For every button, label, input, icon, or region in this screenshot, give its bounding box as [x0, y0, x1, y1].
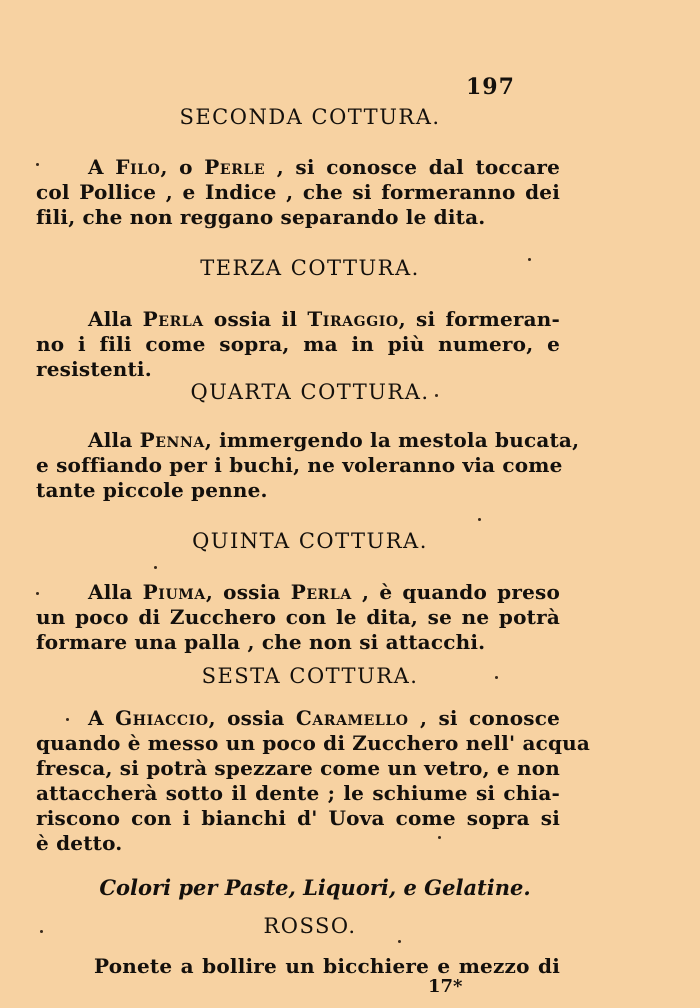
- text-line: un poco di Zucchero con le dita, se ne potrà: [36, 605, 560, 629]
- paragraph-rosso: [94, 954, 560, 979]
- page-number: 197: [466, 74, 515, 100]
- text-line: fresca, si potrà spezzare come un vetro, e non: [36, 756, 561, 780]
- paragraph-quarta-cottura: [36, 428, 580, 503]
- ink-speck: [435, 394, 438, 397]
- text-line: col Pollice , e Indice , che si formeranno dei: [36, 180, 560, 204]
- heading-quarta-cottura: QUARTA COTTURA.: [190, 380, 430, 404]
- paragraph-terza-cottura: [36, 307, 560, 382]
- text-line: no i fili come sopra, ma in più numero, e: [36, 332, 560, 356]
- ink-speck: [66, 718, 69, 721]
- text-line: A Ghiaccio, ossia Caramello , si conosce: [88, 706, 560, 730]
- text-line: tante piccole penne.: [36, 478, 268, 502]
- text-line: quando è messo un poco di Zucchero nell' acqua: [36, 731, 591, 755]
- text-line: riscono con i bianchi d' Uova come sopra si: [36, 806, 560, 830]
- heading-seconda-cottura: SECONDA COTTURA.: [179, 105, 441, 129]
- colors-subtitle: Colori per Paste, Liquori, e Gelatine.: [99, 875, 531, 900]
- ink-speck: [478, 518, 481, 521]
- text-line: e soffiando per i buchi, ne voleranno via come: [36, 453, 563, 477]
- heading-rosso: ROSSO.: [263, 914, 357, 938]
- signature-mark: 17*: [428, 976, 463, 997]
- ink-speck: [36, 163, 39, 166]
- ink-speck: [40, 930, 43, 933]
- text-line: Alla Perla ossia il Tiraggio, si formeran-: [88, 307, 561, 331]
- text-line: Ponete a bollire un bicchiere e mezzo di: [94, 954, 560, 978]
- ink-speck: [495, 676, 498, 679]
- ink-speck: [398, 940, 401, 943]
- text-line: Alla Piuma, ossia Perla , è quando preso: [88, 580, 561, 604]
- ink-speck: [438, 836, 441, 839]
- heading-quinta-cottura: QUINTA COTTURA.: [192, 529, 428, 553]
- ink-speck: [36, 592, 39, 595]
- heading-terza-cottura: TERZA COTTURA.: [200, 256, 420, 280]
- text-line: resistenti.: [36, 357, 152, 381]
- text-line: attaccherà sotto il dente ; le schiume si chia-: [36, 781, 560, 805]
- heading-sesta-cottura: SESTA COTTURA.: [201, 664, 419, 688]
- paragraph-quinta-cottura: [36, 580, 560, 655]
- paragraph-seconda-cottura: [36, 155, 560, 230]
- ink-speck: [154, 566, 157, 569]
- text-line: formare una palla , che non si attacchi.: [36, 630, 486, 654]
- text-line: è detto.: [36, 831, 123, 855]
- text-line: Alla Penna, immergendo la mestola bucata,: [88, 428, 580, 452]
- paragraph-sesta-cottura: [36, 706, 591, 856]
- ink-speck: [528, 258, 531, 261]
- text-line: A Filo, o Perle , si conosce dal toccare: [88, 155, 561, 179]
- text-line: fili, che non reggano separando le dita.: [36, 205, 486, 229]
